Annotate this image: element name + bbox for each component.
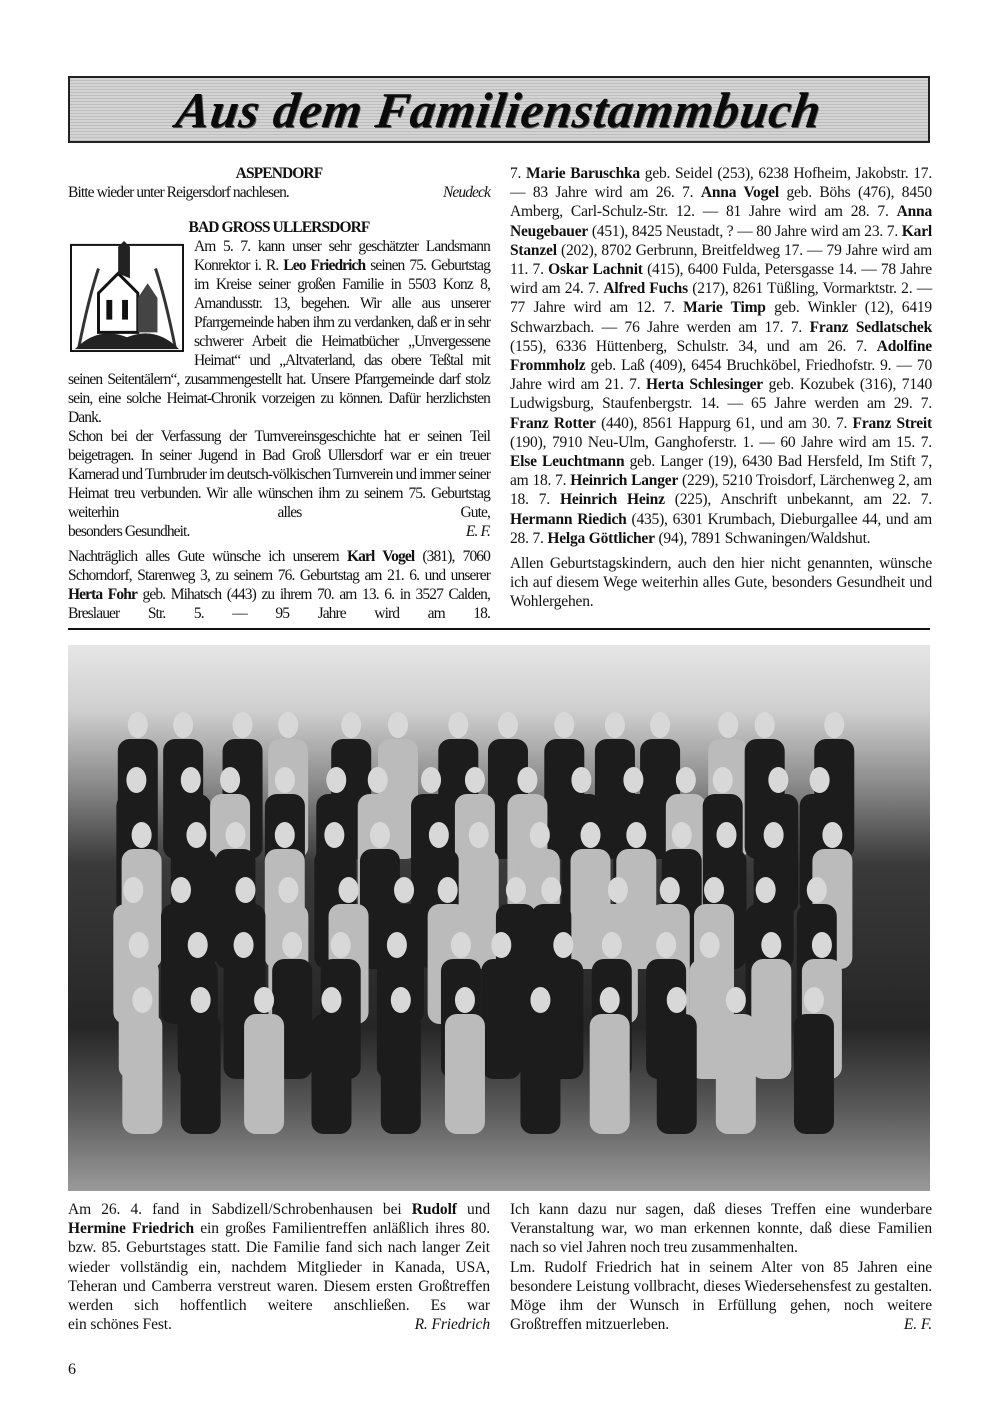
person-head — [608, 877, 628, 903]
family-group-photo — [68, 645, 930, 1191]
ullersdorf-signature-line — [68, 522, 490, 541]
person-name: Franz Sedlatschek — [809, 318, 932, 336]
birthdays-paragraph-left — [68, 547, 490, 623]
person-head — [824, 712, 844, 738]
person-head — [368, 767, 388, 793]
person-head — [626, 822, 646, 848]
person-name: Oskar Lachnit — [548, 261, 643, 279]
person-figure — [445, 1014, 485, 1134]
person-head — [278, 712, 298, 738]
person-head — [755, 712, 775, 738]
person-head — [656, 932, 676, 958]
person-name: Heinrich Heinz — [560, 491, 665, 509]
person-figure — [794, 1014, 834, 1134]
person-head — [713, 767, 733, 793]
person-head — [804, 987, 824, 1013]
person-head — [388, 712, 408, 738]
right-column — [510, 164, 932, 612]
person-head — [704, 877, 724, 903]
aspendorf-line — [68, 183, 490, 202]
person-head — [282, 932, 302, 958]
person-head — [768, 767, 788, 793]
person-head — [672, 822, 692, 848]
person-name: Herta Schlesinger — [646, 376, 763, 394]
person-name: Hermann Riedich — [510, 510, 627, 528]
photo-caption-right — [510, 1200, 932, 1334]
person-head — [278, 877, 298, 903]
person-head — [810, 767, 830, 793]
person-head — [530, 822, 550, 848]
person-head — [451, 932, 471, 958]
text-segment: geb. Mihatsch (443) zu ihrem 70. am 13. 6. in 3527 Calden, Breslauer Str. 5. — 95 Jahre wird am 18. — [68, 586, 490, 622]
text-segment: (217), 8261 Tüßling, Vormarktstr. 2. — 77 Jahre wird am 12. 7. — [510, 280, 932, 317]
person-name: Hermine Friedrich — [68, 1220, 195, 1238]
text-segment: geb. Seidel (253), 6238 Hofheim, Jakobstr. 17. — 83 Jahre wird am 26. 7. — [510, 165, 933, 202]
banner-title: Aus dem Familienstammbuch — [172, 82, 826, 138]
person-head — [321, 987, 341, 1013]
caption-right-last: Großtreffen mitzuerleben. — [510, 1316, 670, 1334]
text-segment: geb. Böhs (476), 8450 Amberg, Carl-Schulz-Str. 12. — 81 Jahre wird am 28. 7. — [510, 184, 932, 221]
person-name: Anna Vogel — [700, 184, 779, 202]
person-head — [517, 767, 537, 793]
person-head — [341, 712, 361, 738]
person-head — [275, 767, 295, 793]
person-head — [421, 767, 441, 793]
person-head — [700, 932, 720, 958]
person-head — [764, 822, 784, 848]
person-head — [128, 712, 148, 738]
person-head — [623, 767, 643, 793]
text-segment: ein großes Familientreffen anläßlich ihres 80. bzw. 85. Geburtstages statt. Die Familie fand sich nach langer Zeit wieder vollständig ein, nachdem Mitglieder in Kanada, USA, Teheran und Camberra verstreut waren. Diesem ersten Großtreffen werden sich hoffentlich weitere anschließen. Es war — [68, 1220, 490, 1315]
heading-aspendorf: ASPENDORF — [235, 165, 323, 182]
church-woodcut-icon — [68, 239, 186, 353]
birthdays-paragraph-right — [510, 164, 932, 548]
person-head — [254, 987, 274, 1013]
person-head — [676, 767, 696, 793]
text-segment: (415), 6400 Fulda, Petersgasse 14. — 78 Jahre wird am 24. 7. — [510, 261, 932, 298]
person-head — [275, 822, 295, 848]
person-head — [181, 767, 201, 793]
text-segment: 7. — [510, 165, 527, 182]
person-head — [173, 712, 193, 738]
person-head — [581, 822, 601, 848]
person-head — [554, 712, 574, 738]
person-head — [726, 987, 746, 1013]
person-name: Karl Stanzel — [510, 222, 932, 259]
person-head — [188, 932, 208, 958]
person-name: Franz Rotter — [510, 414, 596, 432]
person-name: Anna Neugebauer — [510, 203, 932, 240]
aspendorf-text: Bitte wieder unter Reigersdorf nachlesen. — [68, 184, 289, 201]
caption-right-signature: E. F. — [903, 1316, 932, 1334]
person-head — [605, 712, 625, 738]
text-segment: und — [456, 1201, 490, 1218]
person-head — [718, 712, 738, 738]
text-segment: (190), 7910 Neu-Ulm, Ganghoferstr. 1. — 60 Jahre wird am 15. 7. — [510, 433, 932, 451]
person-head — [123, 877, 143, 903]
caption-left-signature-line — [68, 1315, 490, 1334]
person-head — [225, 822, 245, 848]
person-head — [600, 987, 620, 1013]
text-segment: geb. Laß (409), 6454 Bruchköbel, Friedhofstr. 9. — 70 Jahre wird am 21. 7. — [510, 357, 932, 394]
person-head — [370, 822, 390, 848]
person-head — [455, 987, 475, 1013]
person-head — [660, 877, 680, 903]
photo-crowd — [68, 645, 930, 1191]
page-number: 6 — [68, 1361, 76, 1378]
person-figure — [751, 959, 791, 1079]
person-name: Helga Göttlicher — [547, 529, 655, 547]
person-figure — [716, 1014, 756, 1134]
caption-left-last: ein schönes Fest. — [68, 1316, 172, 1334]
text-segment: (155), 6336 Hüttenberg, Schulstr. 34, und am 26. 7. — [510, 337, 877, 355]
person-figure — [244, 1014, 284, 1134]
person-head — [339, 877, 359, 903]
photo-caption-left — [68, 1200, 490, 1334]
person-head — [506, 877, 526, 903]
text-segment: geb. Langer (19), 6430 Bad Hersfeld, Im Stift 7, am 18. 7. — [510, 453, 932, 490]
text-segment: (94), 7891 Schwaningen/Waldshut. — [654, 529, 871, 547]
caption-left-text — [68, 1200, 490, 1315]
person-head — [469, 822, 489, 848]
person-head — [132, 822, 152, 848]
text-segment: (440), 8561 Happurg 61, und am 30. 7. — [595, 414, 853, 432]
caption-right-p1: Ich kann dazu nur sagen, daß dieses Treffen eine wunderbare Veranstaltung war, wo man erkennen konnte, daß diese Familien nach so viel Jahren noch treu zusammenhalten. — [510, 1201, 932, 1257]
person-head — [326, 767, 346, 793]
caption-right-signature-line — [510, 1315, 932, 1334]
ullersdorf-last-line: besonders Gesundheit. — [68, 523, 190, 540]
person-figure — [381, 1014, 421, 1134]
person-figure — [481, 959, 521, 1079]
person-head — [186, 822, 206, 848]
person-name: Heinrich Langer — [570, 472, 679, 490]
person-name: Herta Fohr — [68, 586, 137, 603]
person-head — [126, 767, 146, 793]
person-head — [324, 822, 344, 848]
person-head — [756, 877, 776, 903]
person-head — [171, 877, 191, 903]
ullersdorf-signature: E. F. — [465, 523, 490, 540]
person-name: Adolfine Frommholz — [510, 337, 932, 375]
text-segment: (229), 5210 Troisdorf, Lärchenweg 2, am 18. 7. — [510, 472, 932, 509]
text-segment: geb. Kozubek (316), 7140 Ludwigsburg, Staufenbergstr. 14. — 65 Jahre werden am 29. 7. — [510, 376, 933, 413]
caption-left-signature: R. Friedrich — [414, 1316, 490, 1334]
person-head — [233, 712, 253, 738]
person-head — [541, 877, 561, 903]
person-name: Marie Timp — [683, 299, 766, 317]
person-head — [650, 712, 670, 738]
person-head — [602, 932, 622, 958]
person-figure — [657, 1014, 697, 1134]
person-name: Else Leuchtmann — [510, 453, 625, 471]
aspendorf-signature: Neudeck — [442, 184, 490, 201]
text-segment: (435), 6301 Krumbach, Dieburgallee 44, und am 28. 7. — [510, 510, 932, 547]
person-name: Rudolf — [411, 1201, 457, 1218]
caption-right-p2: Lm. Rudolf Friedrich hat in seinem Alter von 85 Jahren eine besondere Leistung vollbracht, dieses Wiedersehensfest zu gestalten. Möge ihm der Wunsch in Erfüllung gehen, noch weitere — [510, 1258, 932, 1315]
person-head — [394, 877, 414, 903]
text-segment: seinen 75. Geburtstag im Kreise seiner großen Familie in 5503 Konz 8, Amandusstr. 13, begehen. Wir alle aus unserer Pfarrgemeinde haben ihm zu verdanken, daß er in sehr schwerer Arbeit die Heimatbücher „Unvergessene Heimat“ und „Altvaterland, das obere Teßtal mit seinen Seitentälern“, zusammengestellt hat. Unsere Pfarrgemeinde darf stolz sein, eine solche Heimat-Chronik vorzeigen zu können. Dafür herzlichsten Dank. — [68, 257, 491, 426]
person-name: Alfred Fuchs — [603, 280, 688, 298]
person-head — [448, 712, 468, 738]
text-segment: (451), 8425 Neustadt, ? — 80 Jahre wird am 23. 7. — [588, 222, 902, 240]
person-head — [553, 932, 573, 958]
person-head — [667, 987, 687, 1013]
person-head — [498, 712, 518, 738]
person-name: Leo Friedrich — [283, 257, 366, 274]
text-segment: Am 5. 7. kann unser sehr geschätzter Landsmann Konrektor i. R. — [194, 238, 490, 274]
person-head — [191, 987, 211, 1013]
person-head — [807, 877, 827, 903]
person-head — [716, 822, 736, 848]
person-head — [234, 932, 254, 958]
wishes-paragraph: Allen Geburtstagskindern, auch den hier nicht genannten, wünsche ich auf diesem Wege weiterhin alles Gute, besonders Gesundheit und Wohlergehen. — [510, 555, 932, 611]
person-figure — [181, 1014, 221, 1134]
person-name: Karl Vogel — [347, 548, 415, 565]
text-segment: geb. Winkler (12), 6419 Schwarzbach. — 76 Jahre werden am 17. 7. — [510, 299, 932, 336]
person-head — [132, 987, 152, 1013]
left-column — [68, 164, 490, 623]
person-head — [387, 932, 407, 958]
person-head — [530, 987, 550, 1013]
person-figure — [520, 1014, 560, 1134]
person-figure — [122, 1014, 162, 1134]
section-banner — [68, 76, 930, 143]
person-head — [331, 932, 351, 958]
heading-bad-gross-ullersdorf: BAD GROSS ULLERSDORF — [188, 219, 370, 236]
person-head — [761, 932, 781, 958]
person-head — [571, 767, 591, 793]
divider-rule — [68, 628, 930, 630]
person-figure — [590, 1014, 630, 1134]
person-head — [465, 767, 485, 793]
text-segment: Am 26. 4. fand in Sabdizell/Schrobenhausen bei — [68, 1201, 412, 1218]
text-segment: (225), Anschrift unbekannt, am 22. 7. — [664, 491, 932, 509]
person-figure — [311, 1014, 351, 1134]
person-head — [429, 822, 449, 848]
person-head — [822, 822, 842, 848]
ullersdorf-paragraph-2: Schon bei der Verfassung der Turnvereinsgeschichte hat er seinen Teil beigetragen. In seiner Jugend in Bad Groß Ullersdorf war er ein treuer Kamerad und Turnbruder im deutsch-völkischen Turnverein und immer seiner Heimat treu verbunden. Wir alle wünschen ihm zu seinem 75. Geburtstag weiterhin alles Gute, — [68, 428, 490, 521]
person-head — [491, 932, 511, 958]
person-head — [391, 987, 411, 1013]
person-head — [438, 877, 458, 903]
text-segment: (381), 7060 Schorndorf, Starenweg 3, zu seinem 76. Geburtstag am 21. 6. und unserer — [68, 548, 490, 584]
person-head — [129, 932, 149, 958]
person-name: Marie Baruschka — [526, 165, 640, 182]
text-segment: (202), 8702 Gerbrunn, Breitfeldweg 17. — 79 Jahre wird am 11. 7. — [510, 241, 932, 279]
person-name: Franz Streit — [852, 414, 932, 432]
person-head — [220, 767, 240, 793]
person-head — [235, 877, 255, 903]
text-segment: Nachträglich alles Gute wünsche ich unserem — [68, 548, 347, 565]
person-head — [812, 932, 832, 958]
